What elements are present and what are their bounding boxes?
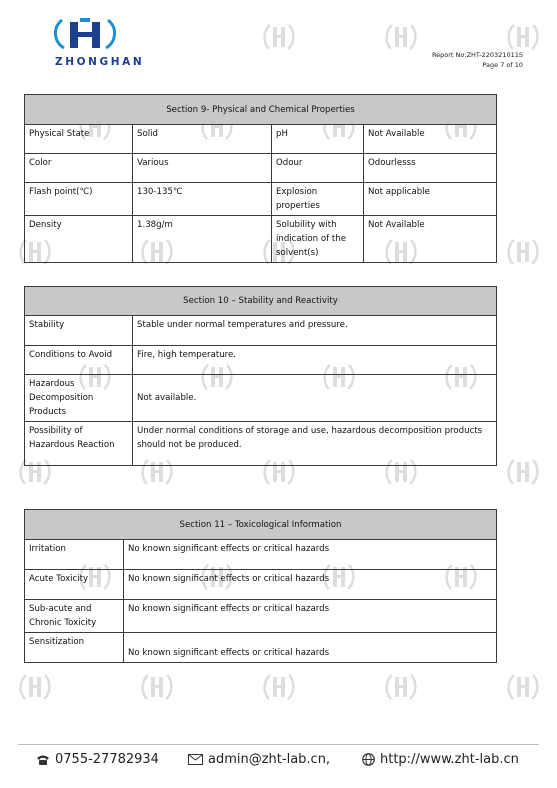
s11-label: Irritation — [25, 540, 124, 570]
watermark-logo-icon — [506, 455, 540, 489]
telephone-icon — [36, 754, 50, 766]
s9-cell: Not Available — [364, 216, 497, 263]
s9-cell: Not Available — [364, 125, 497, 154]
email-address: admin@zht-lab.cn, — [208, 752, 331, 767]
s10-label: Possibility of Hazardous Reaction — [25, 422, 133, 466]
s11-value: No known significant effects or critical hazards — [124, 540, 497, 570]
watermark-logo-icon — [384, 670, 418, 704]
s11-value: No known significant effects or critical hazards — [124, 600, 497, 633]
section-10-table — [24, 286, 497, 466]
s11-label: Acute Toxicity — [25, 570, 124, 600]
footer-website[interactable] — [362, 752, 519, 767]
watermark-logo-icon — [506, 670, 540, 704]
s9-cell: Various — [133, 154, 272, 183]
footer-divider — [18, 744, 539, 745]
s11-label: Sub-acute and Chronic Toxicity — [25, 600, 124, 633]
s10-value: Under normal conditions of storage and use, hazardous decomposition products should not be produced. — [133, 422, 497, 466]
s9-cell: Color — [25, 154, 133, 183]
watermark-logo-icon — [506, 20, 540, 54]
s9-cell: Odour — [272, 154, 364, 183]
section-10-title: Section 10 – Stability and Reactivity — [25, 287, 497, 316]
envelope-icon — [188, 754, 203, 765]
s9-cell: Odourlesss — [364, 154, 497, 183]
s9-cell: 130-135℃ — [133, 183, 272, 216]
footer-email[interactable] — [188, 752, 330, 767]
s10-value: Fire, high temperature. — [133, 346, 497, 375]
watermark-logo-icon — [506, 235, 540, 269]
watermark-logo-icon — [262, 670, 296, 704]
s9-cell: Explosion properties — [272, 183, 364, 216]
footer — [0, 752, 557, 772]
report-info — [432, 50, 523, 70]
watermark-logo-icon — [384, 20, 418, 54]
s10-value: Not available. — [133, 375, 497, 422]
watermark-logo-icon — [262, 20, 296, 54]
watermark-logo-icon — [18, 670, 52, 704]
s11-value: No known significant effects or critical hazards — [124, 570, 497, 600]
s10-value: Stable under normal temperatures and pressure. — [133, 316, 497, 346]
s9-cell: 1.38g/m — [133, 216, 272, 263]
page-number: Page 7 of 10 — [482, 61, 523, 69]
s9-cell: Solid — [133, 125, 272, 154]
s10-label: Conditions to Avoid — [25, 346, 133, 375]
globe-icon — [362, 753, 375, 766]
s9-cell: Density — [25, 216, 133, 263]
s9-cell: Physical State — [25, 125, 133, 154]
s11-value: No known significant effects or critical hazards — [124, 633, 497, 663]
s9-cell: Flash point(℃) — [25, 183, 133, 216]
s9-cell: Not applicable — [364, 183, 497, 216]
section-9-table — [24, 94, 497, 263]
section-11-title: Section 11 – Toxicological Information — [25, 510, 497, 540]
website-url: http://www.zht-lab.cn — [380, 752, 519, 767]
footer-phone[interactable] — [36, 752, 159, 767]
report-number: Report No:ZHT-220321011S — [431, 51, 523, 59]
section-9-title: Section 9- Physical and Chemical Properties — [25, 95, 497, 125]
s10-label: Hazardous Decomposition Products — [25, 375, 133, 422]
s10-label: Stability — [25, 316, 133, 346]
s9-cell: pH — [272, 125, 364, 154]
s9-cell: Solubility with indication of the solvent(s) — [272, 216, 364, 263]
watermark-logo-icon — [140, 670, 174, 704]
phone-number: 0755-27782934 — [55, 752, 159, 767]
zhonghan-logo-icon — [50, 14, 122, 54]
s11-label: Sensitization — [25, 633, 124, 663]
section-11-table — [24, 509, 497, 663]
brand-name: ZHONGHAN — [55, 56, 145, 68]
